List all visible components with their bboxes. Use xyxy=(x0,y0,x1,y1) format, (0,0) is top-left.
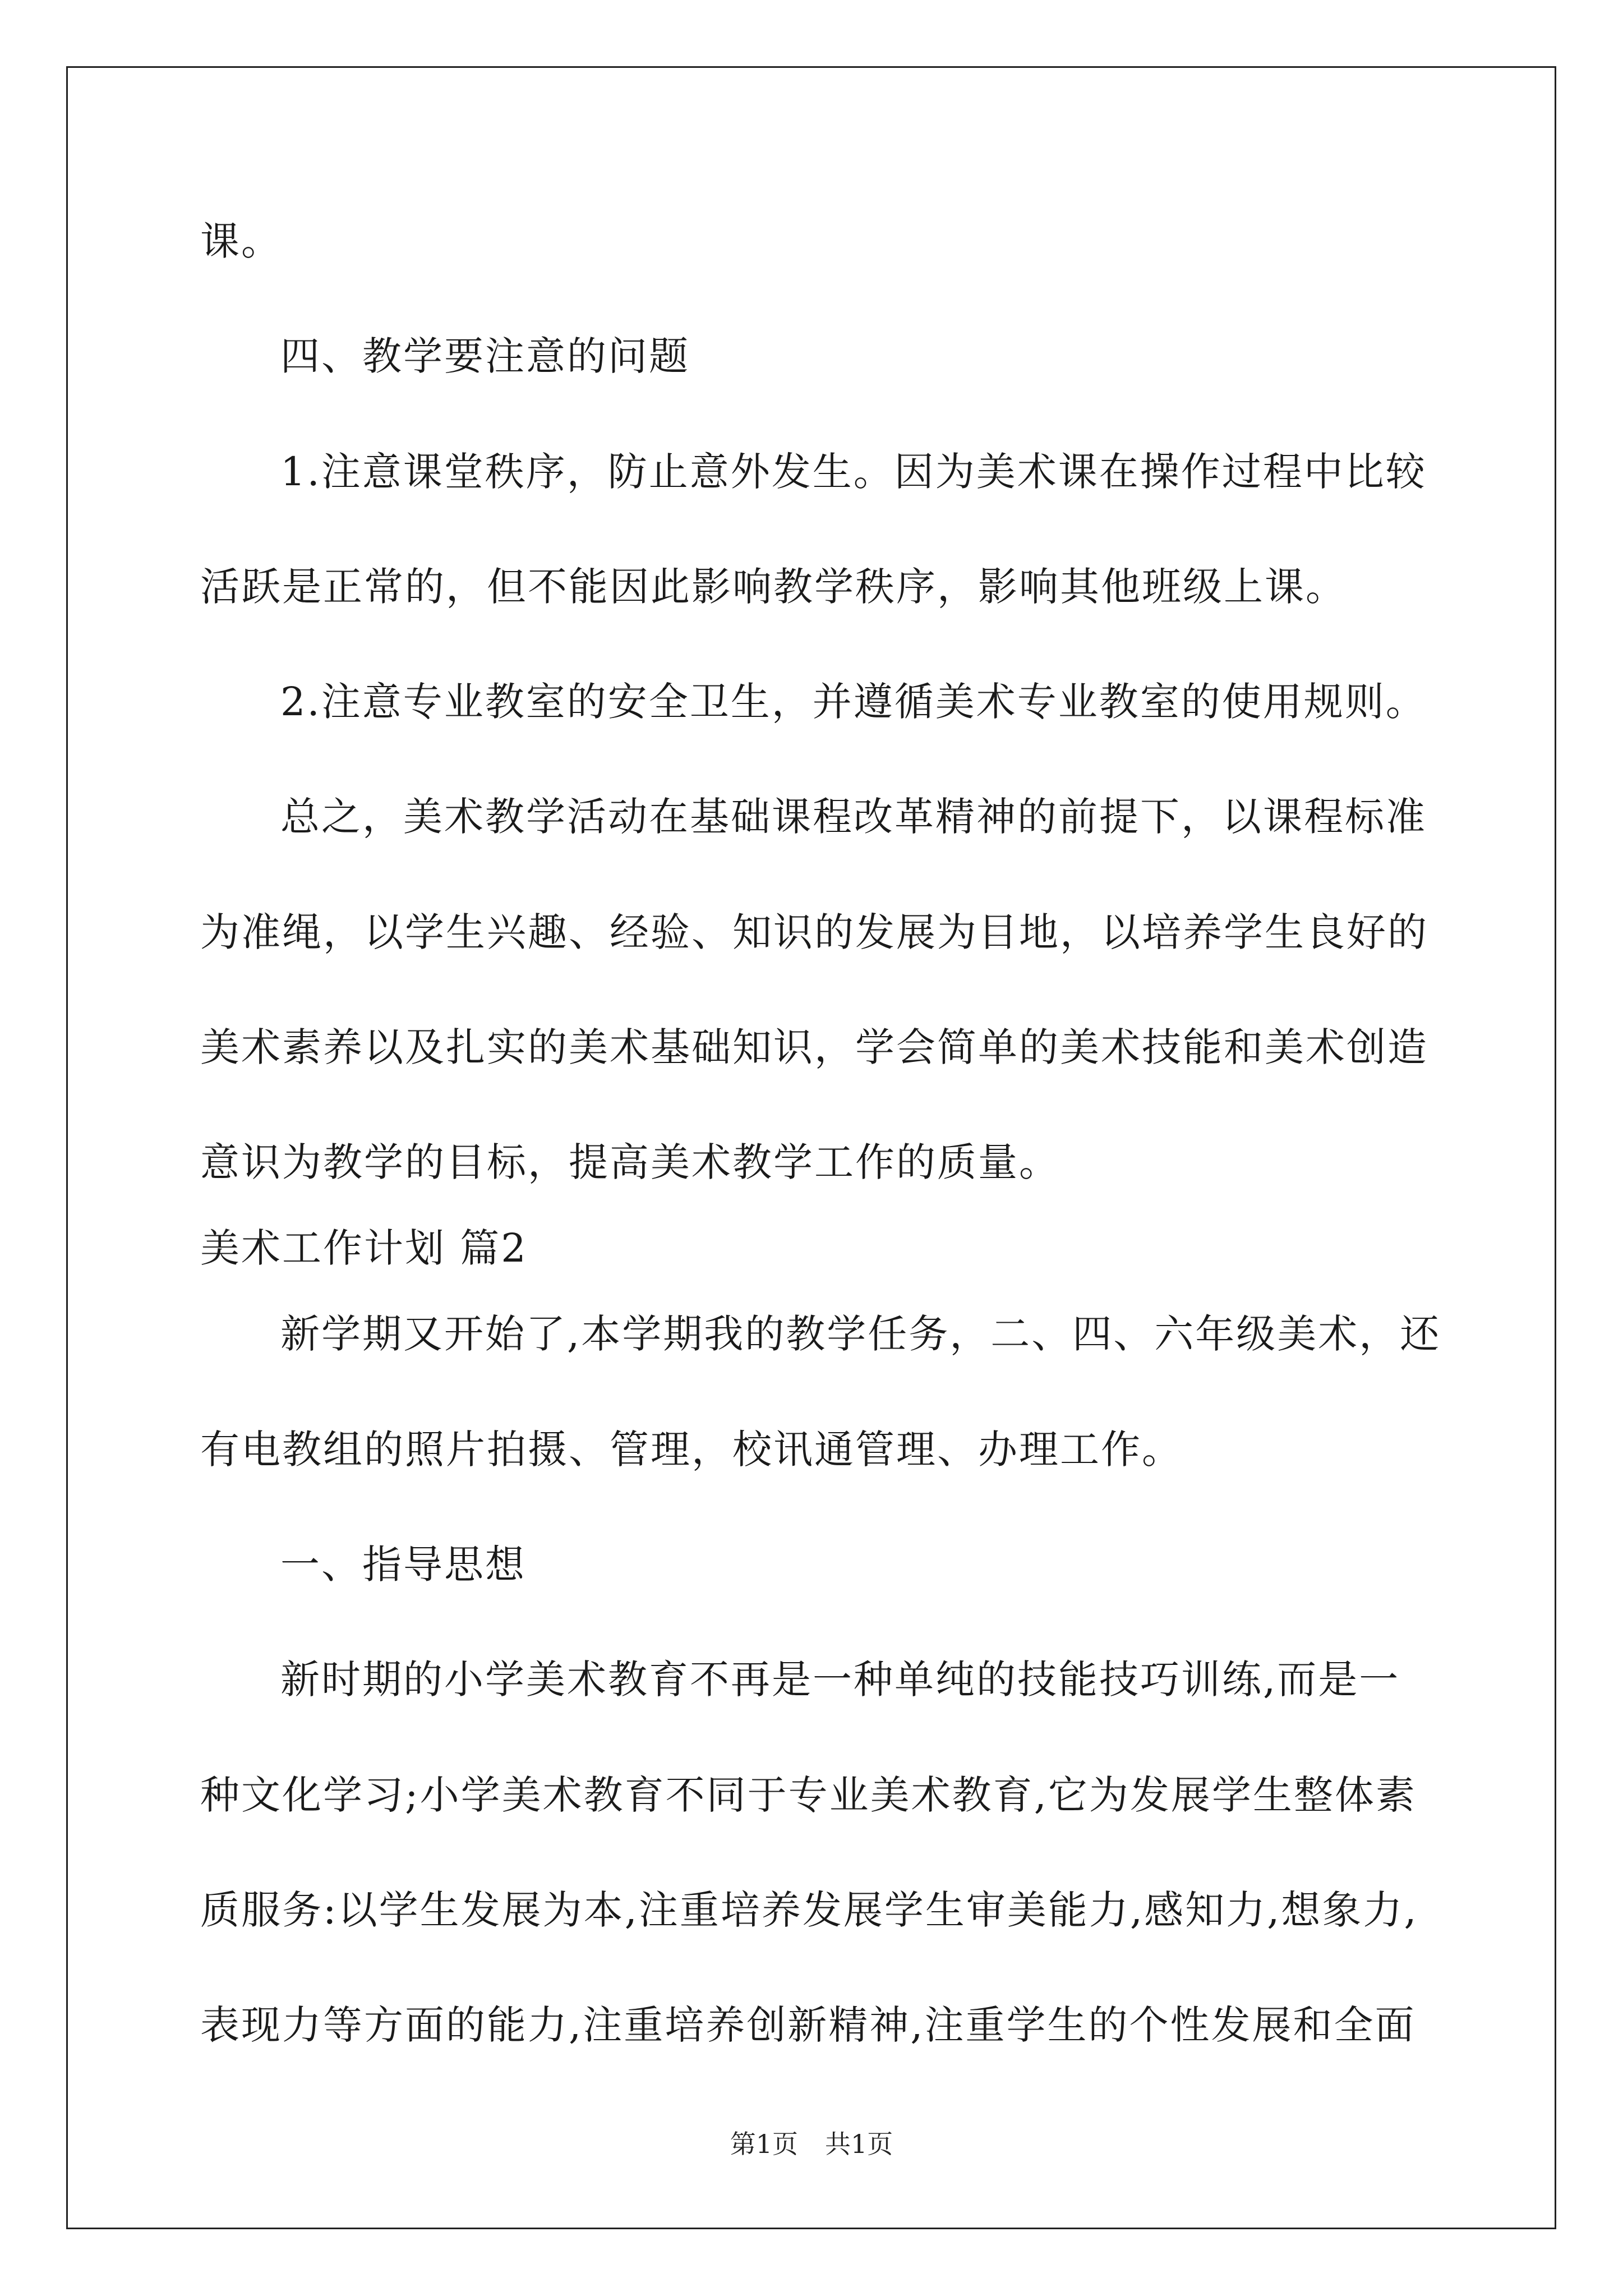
section-heading-guiding-thought: 一、指导思想 xyxy=(280,1542,526,1588)
text-line: 活跃是正常的，但不能因此影响教学秩序，影响其他班级上课。 xyxy=(200,564,1347,610)
text-line: 美术素养以及扎实的美术基础知识，学会简单的美术技能和美术创造 xyxy=(200,1024,1428,1070)
text-line: 种文化学习;小学美术教育不同于专业美术教育,它为发展学生整体素 xyxy=(200,1772,1417,1818)
page-footer xyxy=(0,2127,1623,2161)
text-line: 新学期又开始了,本学期我的教学任务，二、四、六年级美术，还 xyxy=(280,1311,1441,1357)
page-total: 共1页 xyxy=(825,2129,893,2159)
text-line-closing-word: 课。 xyxy=(200,218,282,264)
text-line: 总之，美术教学活动在基础课程改革精神的前提下，以课程标准 xyxy=(280,794,1427,840)
section-heading-teaching-notes: 四、教学要注意的问题 xyxy=(280,333,690,379)
text-line: 意识为教学的目标，提高美术教学工作的质量。 xyxy=(200,1139,1060,1185)
text-line: 表现力等方面的能力,注重培养创新精神,注重学生的个性发展和全面 xyxy=(200,2002,1416,2048)
text-line: 有电教组的照片拍摄、管理，校讯通管理、办理工作。 xyxy=(200,1427,1183,1473)
text-line: 1.注意课堂秩序，防止意外发生。因为美术课在操作过程中比较 xyxy=(280,449,1427,495)
text-line: 新时期的小学美术教育不再是一种单纯的技能技巧训练,而是一 xyxy=(280,1657,1400,1703)
text-line: 为准绳，以学生兴趣、经验、知识的发展为目地，以培养学生良好的 xyxy=(200,909,1428,955)
text-line: 质服务:以学生发展为本,注重培养发展学生审美能力,感知力,想象力, xyxy=(200,1887,1418,1933)
page-number: 第1页 xyxy=(730,2129,798,2159)
text-line: 2.注意专业教室的安全卫生，并遵循美术专业教室的使用规则。 xyxy=(280,679,1427,725)
article-title: 美术工作计划 篇2 xyxy=(200,1225,528,1271)
